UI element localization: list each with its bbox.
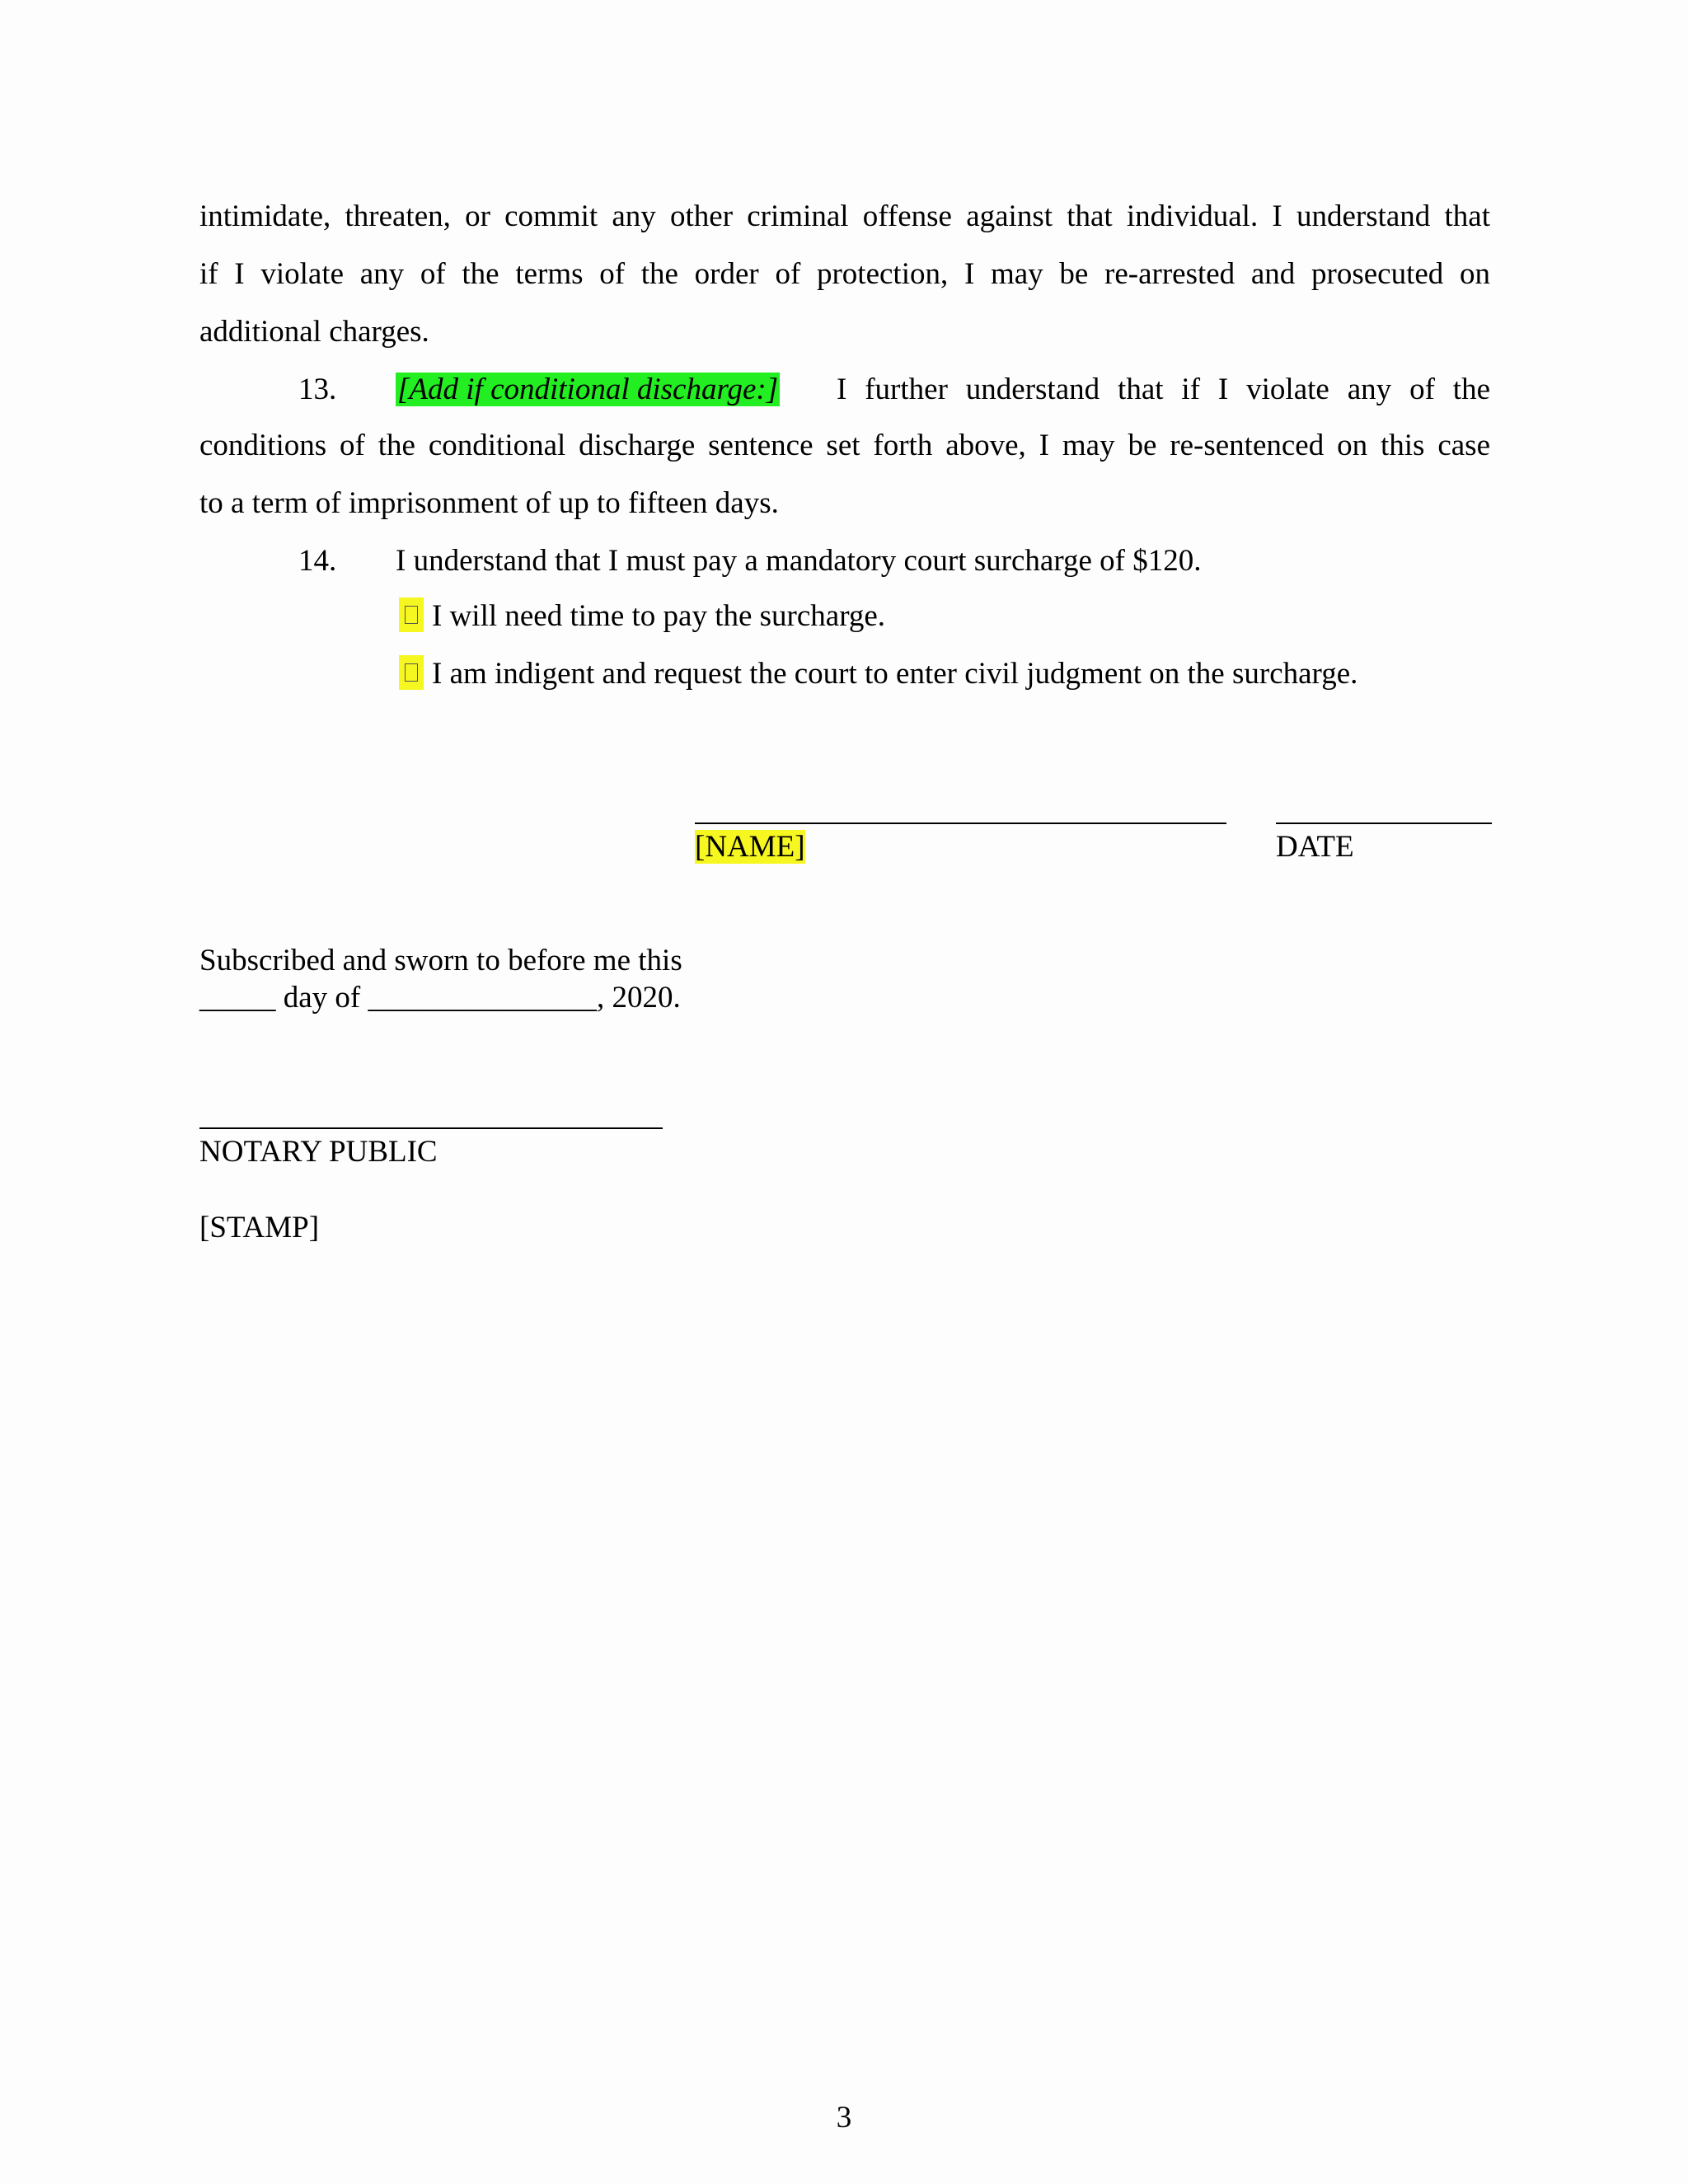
paragraph-13-number: 13.: [298, 373, 337, 406]
paragraph-14-text: I understand that I must pay a mandatory court surcharge of $120.: [396, 544, 1202, 578]
option-label: I am indigent and request the court to enter civil judgment on the surcharge.: [432, 657, 1358, 691]
name-signature-line: [695, 823, 1226, 824]
stamp-placeholder: [STAMP]: [199, 1211, 320, 1244]
surcharge-option-indigent: [399, 655, 1357, 693]
conditional-discharge-instruction: [Add if conditional discharge:]: [397, 373, 779, 406]
paragraph-14-number: 14.: [298, 544, 337, 578]
paragraph-13-line-2: conditions of the conditional discharge sentence set forth above, I may be re-sentenced on this case: [199, 429, 1490, 462]
surcharge-option-time: [399, 598, 885, 635]
checkbox-icon[interactable]: [399, 598, 424, 632]
notary-public-label: NOTARY PUBLIC: [199, 1135, 438, 1169]
name-label: [NAME]: [695, 830, 805, 864]
notary-date-line: _____ day of _______________, 2020.: [199, 981, 681, 1015]
paragraph-13-line-3: to a term of imprisonment of up to fifteen days.: [199, 486, 779, 520]
paragraph-12-line-1: intimidate, threaten, or commit any other criminal offense against that individual. I understand that: [199, 199, 1490, 233]
notary-subscribed-line: Subscribed and sworn to before me this: [199, 944, 682, 977]
option-label: I will need time to pay the surcharge.: [432, 599, 886, 633]
date-signature-line: [1276, 823, 1492, 824]
date-label: DATE: [1276, 830, 1354, 864]
checkbox-icon[interactable]: [399, 655, 424, 690]
notary-signature-line: [199, 1127, 663, 1129]
paragraph-13-line-1-rest: I further understand that if I violate any of the: [837, 373, 1490, 406]
paragraph-12-line-2: if I violate any of the terms of the order of protection, I may be re-arrested and prosecuted on: [199, 257, 1490, 291]
paragraph-13-instruction: [396, 371, 780, 409]
page-number: 3: [836, 2101, 852, 2135]
paragraph-12-line-3: additional charges.: [199, 315, 429, 349]
